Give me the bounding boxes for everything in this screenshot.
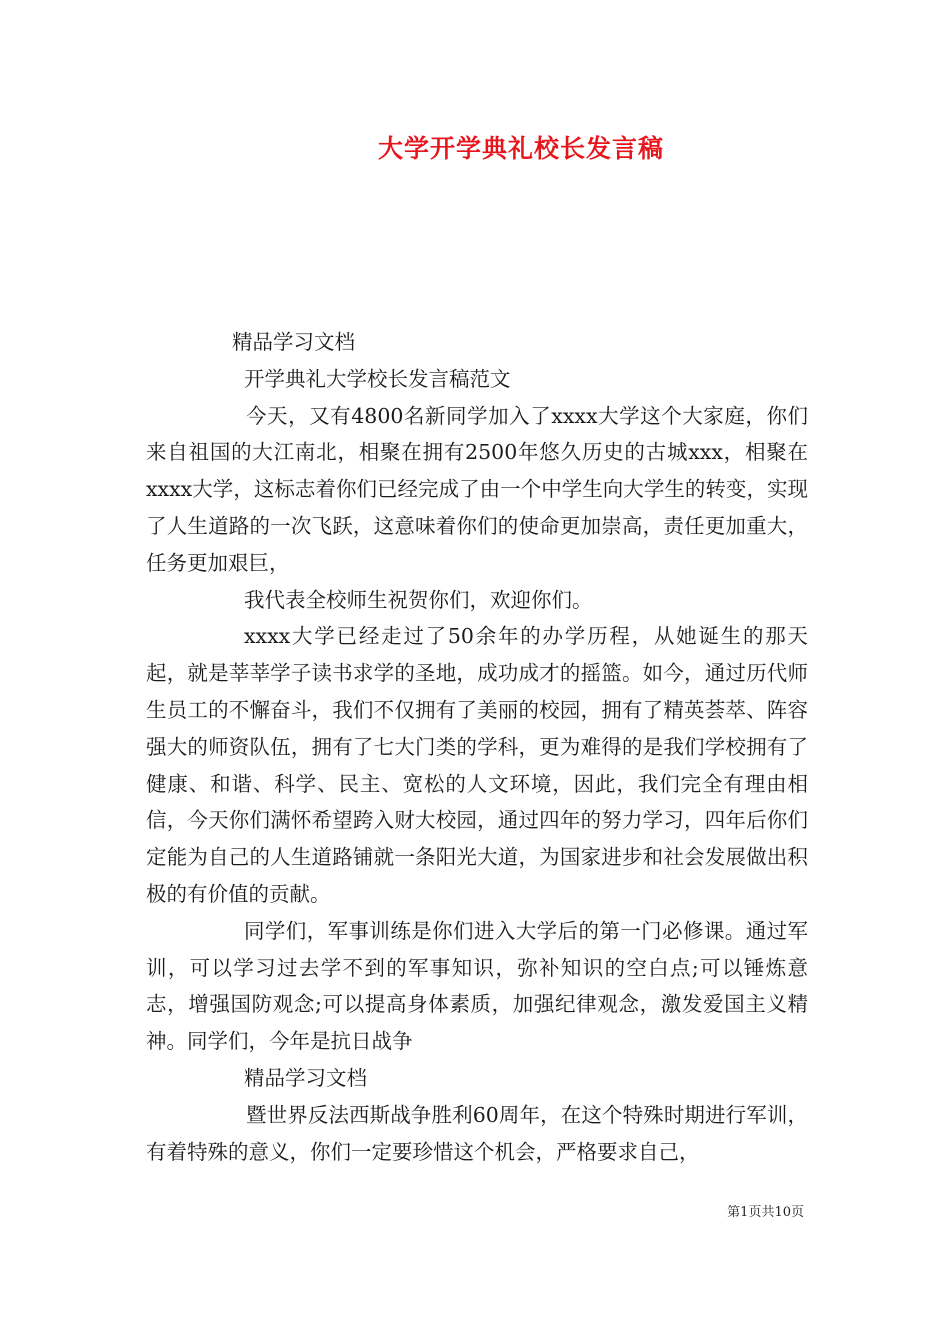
subtitle-line: 开学典礼大学校长发言稿范文 [244, 366, 511, 391]
watermark-line: 精品学习文档 [232, 330, 355, 354]
paragraph: 今天，又有4800名新同学加入了xxxx大学这个大家庭，你们来自祖国的大江南北，相聚在拥有2500年悠久历史的古城xxx，相聚在xxxx大学，这标志着你们已经完成了由一个中学生向大学生的转变，实现了人生道路的一次飞跃，这意味着你们的使命更加崇高，责任更加重大，任务更加艰巨， [146, 403, 808, 575]
document-title: 大学开学典礼校长发言稿 [377, 134, 664, 163]
paragraph: 我代表全校师生祝贺你们，欢迎你们。 [244, 587, 593, 612]
paragraph: 暨世界反法西斯战争胜利60周年，在这个特殊时期进行军训，有着特殊的意义，你们一定要珍惜这个机会，严格要求自己， [146, 1102, 808, 1164]
paragraph: xxxx大学已经走过了50余年的办学历程，从她诞生的那天起，就是莘莘学子读书求学的圣地，成功成才的摇篮。如今，通过历代师生员工的不懈奋斗，我们不仅拥有了美丽的校园，拥有了精英荟萃、阵容强大的师资队伍，拥有了七大门类的学科，更为难得的是我们学校拥有了健康、和谐、科学、民主、宽松的人文环境，因此，我们完全有理由相信，今天你们满怀希望跨入财大校园，通过四年的努力学习，四年后你们定能为自己的人生道路铺就一条阳光大道，为国家进步和社会发展做出积极的有价值的贡献。 [146, 624, 808, 906]
page-footer: 第1页共10页 [727, 1205, 804, 1220]
watermark-line: 精品学习文档 [244, 1065, 367, 1090]
paragraph: 同学们，军事训练是你们进入大学后的第一门必修课。通过军训，可以学习过去学不到的军事知识，弥补知识的空白点;可以锤炼意志，增强国防观念;可以提高身体素质，加强纪律观念，激发爱国主义精神。同学们，今年是抗日战争 [146, 918, 808, 1054]
document-body [146, 324, 808, 1170]
